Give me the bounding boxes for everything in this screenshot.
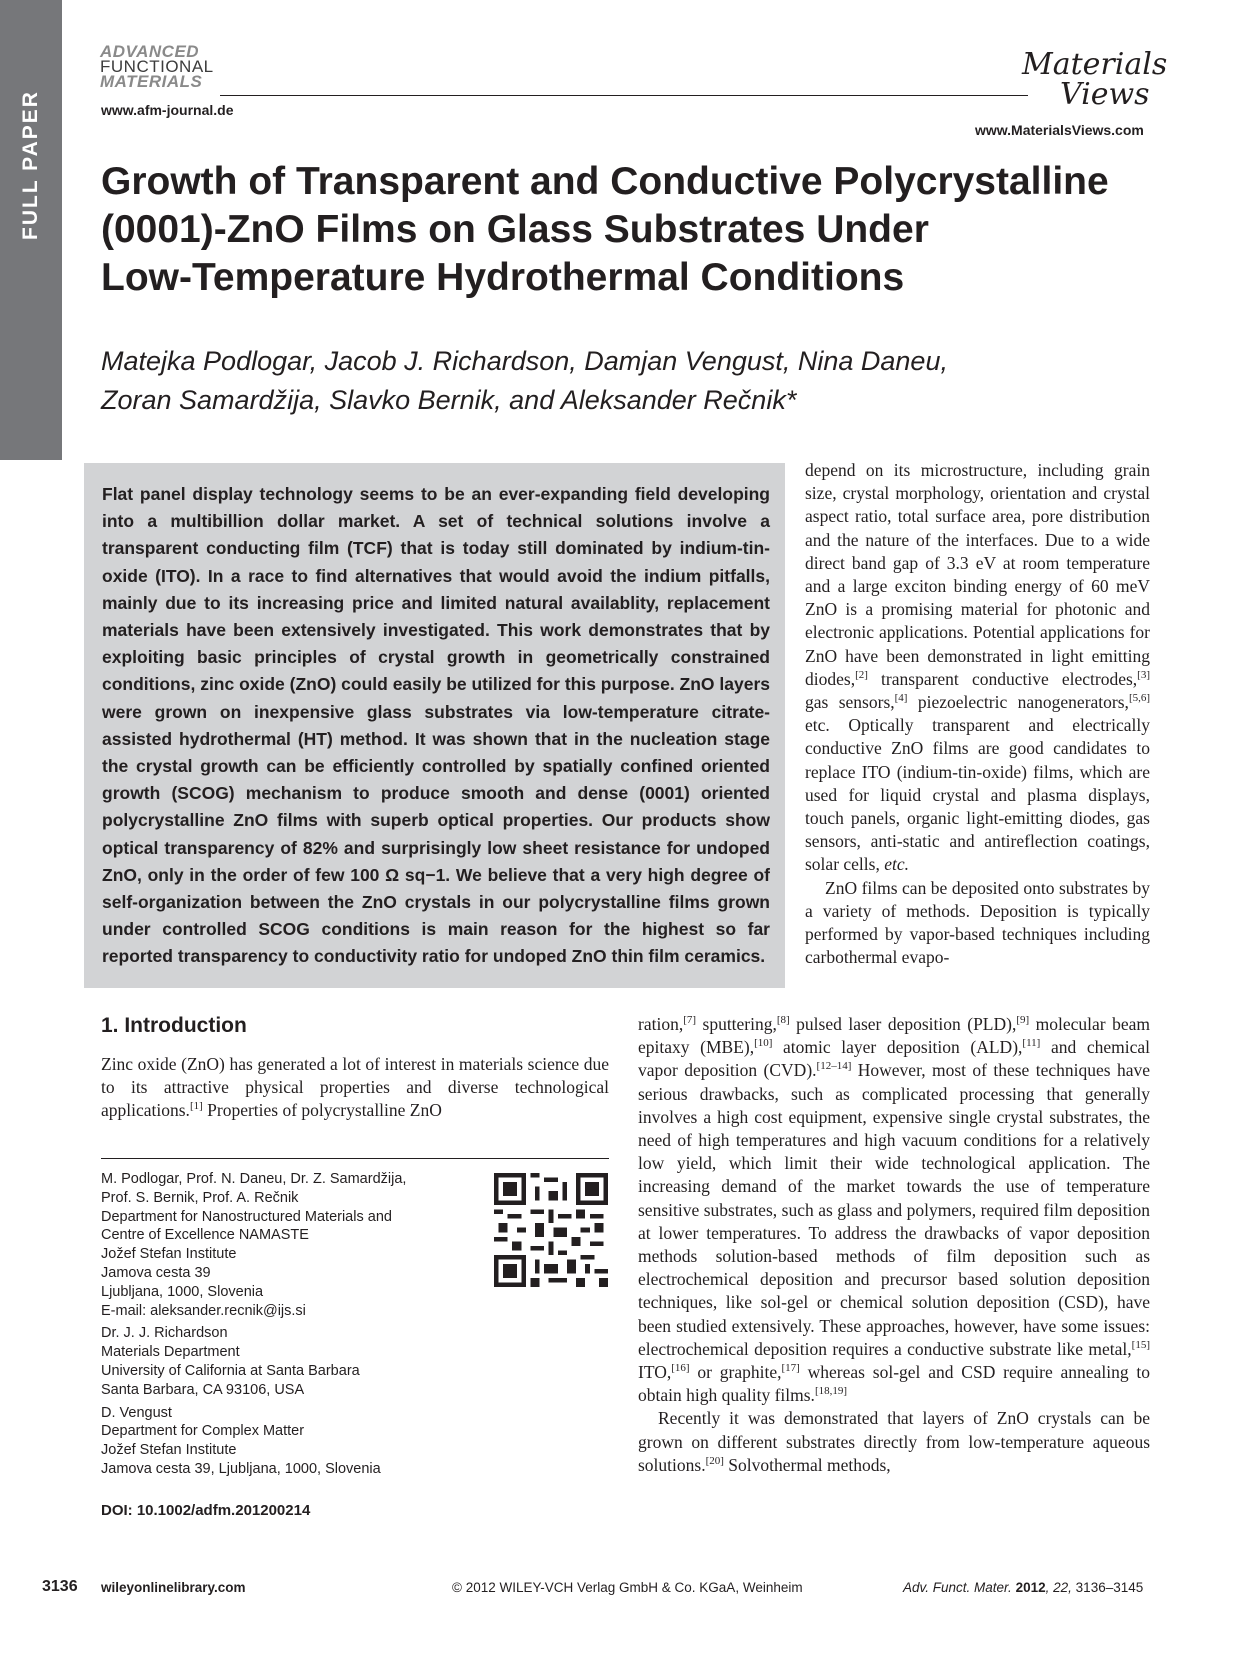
publisher-url[interactable]: www.MaterialsViews.com (975, 122, 1144, 138)
email-link[interactable]: E-mail: aleksander.recnik@ijs.si (101, 1302, 306, 1319)
citation-ref[interactable]: [7] (683, 1014, 697, 1027)
citation-ref[interactable]: [4] (894, 692, 908, 705)
qr-code-icon[interactable] (494, 1173, 608, 1287)
section-side-tab (0, 0, 62, 460)
citation-ref[interactable]: [2] (855, 669, 868, 681)
citation-ref[interactable]: [12–14] (816, 1060, 852, 1073)
paper-title: Growth of Transparent and Conductive Polycrystalline (0001)-ZnO Films on Glass Substrates Under Low-Temperature Hydrothermal Conditions (101, 160, 1109, 299)
paragraph: ration,[7] sputtering,[8] pulsed laser deposition (PLD),[9] molecular beam epitaxy (MBE),[10] atomic layer deposition (ALD),[11] and chemical vapor deposition (CVD).[12–14] However, most of these techniques have serious drawbacks, such as complicated processing that generally involves a high cost equipment, expensive single crystal substrates, the need of high temperatures and high vacuum conditions for a relatively low yield, which limit their wide technological application. The increasing demand of the market towards the use of temperature sensitive substrates, such as glass and polymers, required film deposition at lower temperatures. To address the drawbacks of vapor deposition methods solution-based methods of film deposition such as electrochemical deposition and precursor based solution deposition techniques, like sol-gel or chemical solution deposition (CSD), have been studied extensively. These approaches, however, have some issues: electrochemical deposition requires a conductive substrate like metal,[15] ITO,[16] or graphite,[17] whereas sol-gel and CSD require annealing to obtain high quality films.[18,19] (638, 1014, 1150, 1406)
author-list: Matejka Podlogar, Jacob J. Richardson, Damjan Vengust, Nina Daneu, Zoran Samardžija, Slavko Bernik, and Aleksander Rečnik* (101, 346, 948, 415)
header-rule (220, 95, 1028, 96)
journal-logo: ADVANCED FUNCTIONAL MATERIALS (100, 42, 214, 91)
citation-ref[interactable]: [10] (754, 1037, 773, 1050)
affiliation-group: D. Vengust Department for Complex Matter Jožef Stefan Institute Jamova cesta 39, Ljubljana, 1000, Slovenia (101, 1404, 381, 1477)
footer-citation: Adv. Funct. Mater. 2012, 22, 3136–3145 (903, 1580, 1144, 1595)
citation-ref[interactable]: [8] (776, 1014, 790, 1027)
section-label: FULL PAPER (19, 90, 42, 240)
body-column-right-bottom (638, 1013, 1150, 1477)
section-heading: 1. Introduction (101, 1014, 247, 1037)
body-column-right-top (805, 459, 1150, 969)
citation-ref[interactable]: [18,19] (814, 1385, 848, 1398)
publisher-logo: Materials Views (1022, 47, 1168, 112)
footer-site-link[interactable]: wileyonlinelibrary.com (101, 1580, 246, 1595)
intro-paragraph: Zinc oxide (ZnO) has generated a lot of interest in materials science due to its attractive physical properties and diverse technological applications.[1] Properties of polycrystalline ZnO (101, 1054, 609, 1121)
journal-url[interactable]: www.afm-journal.de (101, 102, 234, 118)
citation-ref[interactable]: [20] (705, 1455, 724, 1468)
citation-ref[interactable]: [17] (781, 1362, 800, 1375)
doi[interactable]: DOI: 10.1002/adfm.201200214 (101, 1502, 311, 1519)
citation-ref[interactable]: [16] (671, 1362, 690, 1375)
footer-copyright: © 2012 WILEY-VCH Verlag GmbH & Co. KGaA, Weinheim (452, 1580, 803, 1595)
paragraph: Recently it was demonstrated that layers of ZnO crystals can be grown on different substrates directly from low-temperature aqueous solutions.[20] Solvothermal methods, (638, 1408, 1150, 1475)
paragraph: ZnO films can be deposited onto substrates by a variety of methods. Deposition is typically performed by vapor-based techniques including carbothermal evapo- (805, 877, 1150, 968)
citation-ref[interactable]: [15] (1131, 1339, 1150, 1352)
abstract-box (84, 463, 785, 988)
citation-ref[interactable]: [5,6] (1128, 692, 1151, 705)
citation-ref[interactable]: [11] (1022, 1037, 1041, 1050)
affiliation-group: Dr. J. J. Richardson Materials Department University of California at Santa Barbara Santa Barbara, CA 93106, USA (101, 1325, 360, 1398)
affiliations (101, 1170, 481, 1483)
abstract-text: Flat panel display technology seems to be an ever-expanding field developing into a multibillion dollar market. A set of technical solutions involve a transparent conducting film (TCF) that is today still dominated by indium-tin-oxide (ITO). In a race to find alternatives that would avoid the indium pitfalls, mainly due to its increasing price and limited natural availablity, replacement materials have been extensively investigated. This work demonstrates that by exploiting basic principles of crystal growth in geometrically constrained conditions, zinc oxide (ZnO) could easily be utilized for this purpose. ZnO layers were grown on inexpensive glass substrates via low-temperature citrate-assisted hydrothermal (HT) method. It was shown that in the nucleation stage the crystal growth can be efficiently controlled by spatially confined oriented growth (SCOG) mechanism to produce smooth and dense (0001) oriented polycrystalline ZnO films with superb optical properties. Our products show optical transparency of 82% and surprisingly low sheet resistance for undoped ZnO, only in the order of few 100 Ω sq−1. We believe that a very high degree of self-organization between the ZnO crystals in our polycrystalline films grown under controlled SCOG conditions is main reason for the highest so far reported transparency to conductivity ratio for undoped ZnO thin film ceramics. (102, 484, 771, 967)
affiliation-group: M. Podlogar, Prof. N. Daneu, Dr. Z. Samardžija, Prof. S. Bernik, Prof. A. Rečnik Department for Nanostructured Materials and Centre of Excellence NAMASTE Jožef Stefan Institute Jamova cesta 39 Ljubljana, 1000, Slovenia E-mail: aleksander.recnik@ijs.si (101, 1170, 481, 1320)
paragraph: depend on its microstructure, including grain size, crystal morphology, orientation and crystal aspect ratio, total surface area, pore distribution and the nature of the interfaces. Due to a wide direct band gap of 3.3 eV at room temperature and a large exciton binding energy of 60 meV ZnO is a promising material for photonic and electronic applications. Potential applications for ZnO have been demonstrated in light emitting diodes,[2] transparent conductive electrodes,[3] gas sensors,[4] piezoelectric nanogenerators,[5,6] etc. Optically transparent and electrically conductive ZnO films are good candidates to replace ITO (indium-tin-oxide) films, which are used for liquid crystal and plasma displays, touch panels, organic light-emitting diodes, gas sensors, anti-static and antireflection coatings, solar cells, etc. (805, 460, 1151, 875)
footnote-rule (101, 1158, 609, 1159)
citation-ref[interactable]: [3] (1137, 669, 1150, 681)
page-number: 3136 (42, 1578, 78, 1595)
citation-ref[interactable]: [9] (1016, 1014, 1030, 1027)
citation-ref[interactable]: [1] (189, 1100, 203, 1113)
